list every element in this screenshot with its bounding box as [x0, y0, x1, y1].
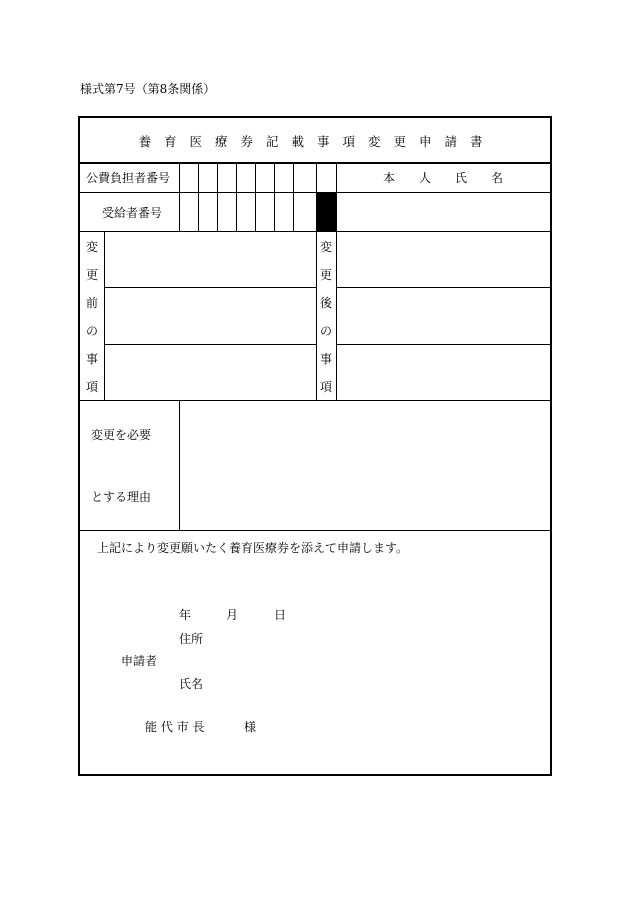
address-label: 住所 — [179, 632, 204, 646]
form-title: 養育医療券記載事項変更申請書 — [138, 134, 496, 149]
box-divider — [274, 162, 275, 231]
after-change-char: 事 — [319, 352, 332, 366]
after-row-divider — [336, 287, 550, 288]
before-change-char: 事 — [85, 352, 98, 366]
applicant-label: 申請者 — [121, 654, 158, 668]
after-change-char: 変 — [319, 240, 332, 254]
date-year-label: 年 — [179, 608, 192, 622]
box-divider — [179, 162, 180, 231]
addressee-honorific: 様 — [244, 720, 257, 734]
before-change-char: の — [85, 324, 98, 338]
before-change-char: 前 — [85, 296, 98, 310]
box-divider — [255, 162, 256, 231]
application-statement: 上記により変更願いたく養育医療券を添えて申請します。 — [97, 541, 409, 555]
reason-label-line1: 変更を必要 — [91, 428, 152, 442]
after-change-char: 更 — [319, 268, 332, 282]
after-row-divider — [336, 344, 550, 345]
title-divider — [80, 162, 550, 164]
recipient-number-label: 受給者番号 — [102, 206, 163, 220]
before-row-divider — [104, 344, 316, 345]
reason-label-line2: とする理由 — [91, 490, 152, 504]
after-change-char: の — [319, 324, 332, 338]
form-id: 様式第7号（第8条関係） — [80, 82, 216, 96]
before-change-char: 変 — [85, 240, 98, 254]
box-divider — [198, 162, 199, 231]
row-divider — [80, 192, 550, 193]
date-month-label: 月 — [226, 608, 239, 622]
before-label-divider — [104, 231, 105, 400]
before-row-divider — [104, 287, 316, 288]
before-change-char: 更 — [85, 268, 98, 282]
before-change-char: 項 — [85, 380, 98, 394]
blacked-out-box — [317, 193, 336, 231]
name-label: 氏名 — [179, 677, 204, 691]
date-day-label: 日 — [274, 608, 287, 622]
box-divider — [217, 162, 218, 231]
addressee-name: 能 代 市 長 — [145, 720, 205, 734]
public-burden-number-label: 公費負担者番号 — [86, 171, 171, 185]
person-name-label: 本 人 氏 名 — [382, 171, 503, 185]
after-change-char: 項 — [319, 380, 332, 394]
row-divider — [80, 231, 550, 232]
row-divider — [80, 400, 550, 401]
reason-label-divider — [179, 400, 180, 530]
after-change-char: 後 — [319, 296, 332, 310]
application-form-frame — [78, 116, 552, 776]
row-divider — [80, 530, 550, 531]
box-divider — [236, 162, 237, 231]
box-divider — [293, 162, 294, 231]
